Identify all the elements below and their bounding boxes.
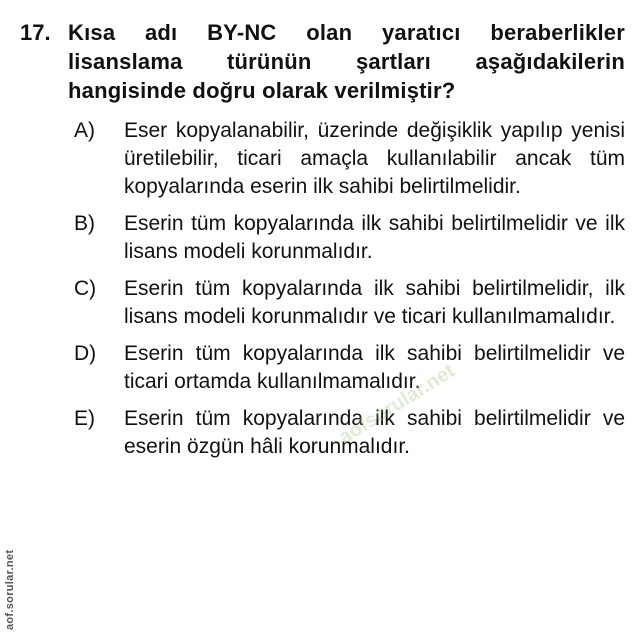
option-a-text: Eser kopyalanabilir, üzerinde değişiklik yapılıp yenisi üretilebilir, ticari amaçla kullanılabilir ancak tüm kopyalarında eserin ilk sahibi belirtilmelidir. [124,119,625,198]
option-c-text: Eserin tüm kopyalarında ilk sahibi belirtilmelidir, ilk lisans modeli korunmalıdır ve ticari kullanılmamalıdır. [124,277,625,328]
option-d [74,340,625,396]
diagonal-watermark: aofsorular.net [335,359,459,449]
option-b-text: Eserin tüm kopyalarında ilk sahibi belirtilmelidir ve ilk lisans modeli korunmalıdır. [124,212,625,263]
option-a [74,117,625,201]
option-e-text: Eserin tüm kopyalarında ilk sahibi belirtilmelidir ve eserin özgün hâli korunmalıdır. [124,407,625,458]
option-d-text: Eserin tüm kopyalarında ilk sahibi belirtilmelidir ve ticari ortamda kullanılmamalıdır. [124,342,625,393]
option-b-letter: B) [74,212,95,235]
option-b [74,210,625,266]
option-c-letter: C) [74,277,97,300]
option-d-letter: D) [74,342,97,365]
option-e [74,405,625,461]
question-text: Kısa adı BY-NC olan yaratıcı beraberlikler lisanslama türünün şartları aşağıdakilerin hangisinde doğru olarak verilmiştir? [68,20,625,103]
option-e-letter: E) [74,407,95,430]
question-header [20,18,625,105]
side-watermark: aof.sorular.net [4,549,16,630]
option-c [74,275,625,331]
option-a-letter: A) [74,119,95,142]
question-block [20,18,625,470]
options-list [74,117,625,461]
question-number: 17. [20,20,51,45]
